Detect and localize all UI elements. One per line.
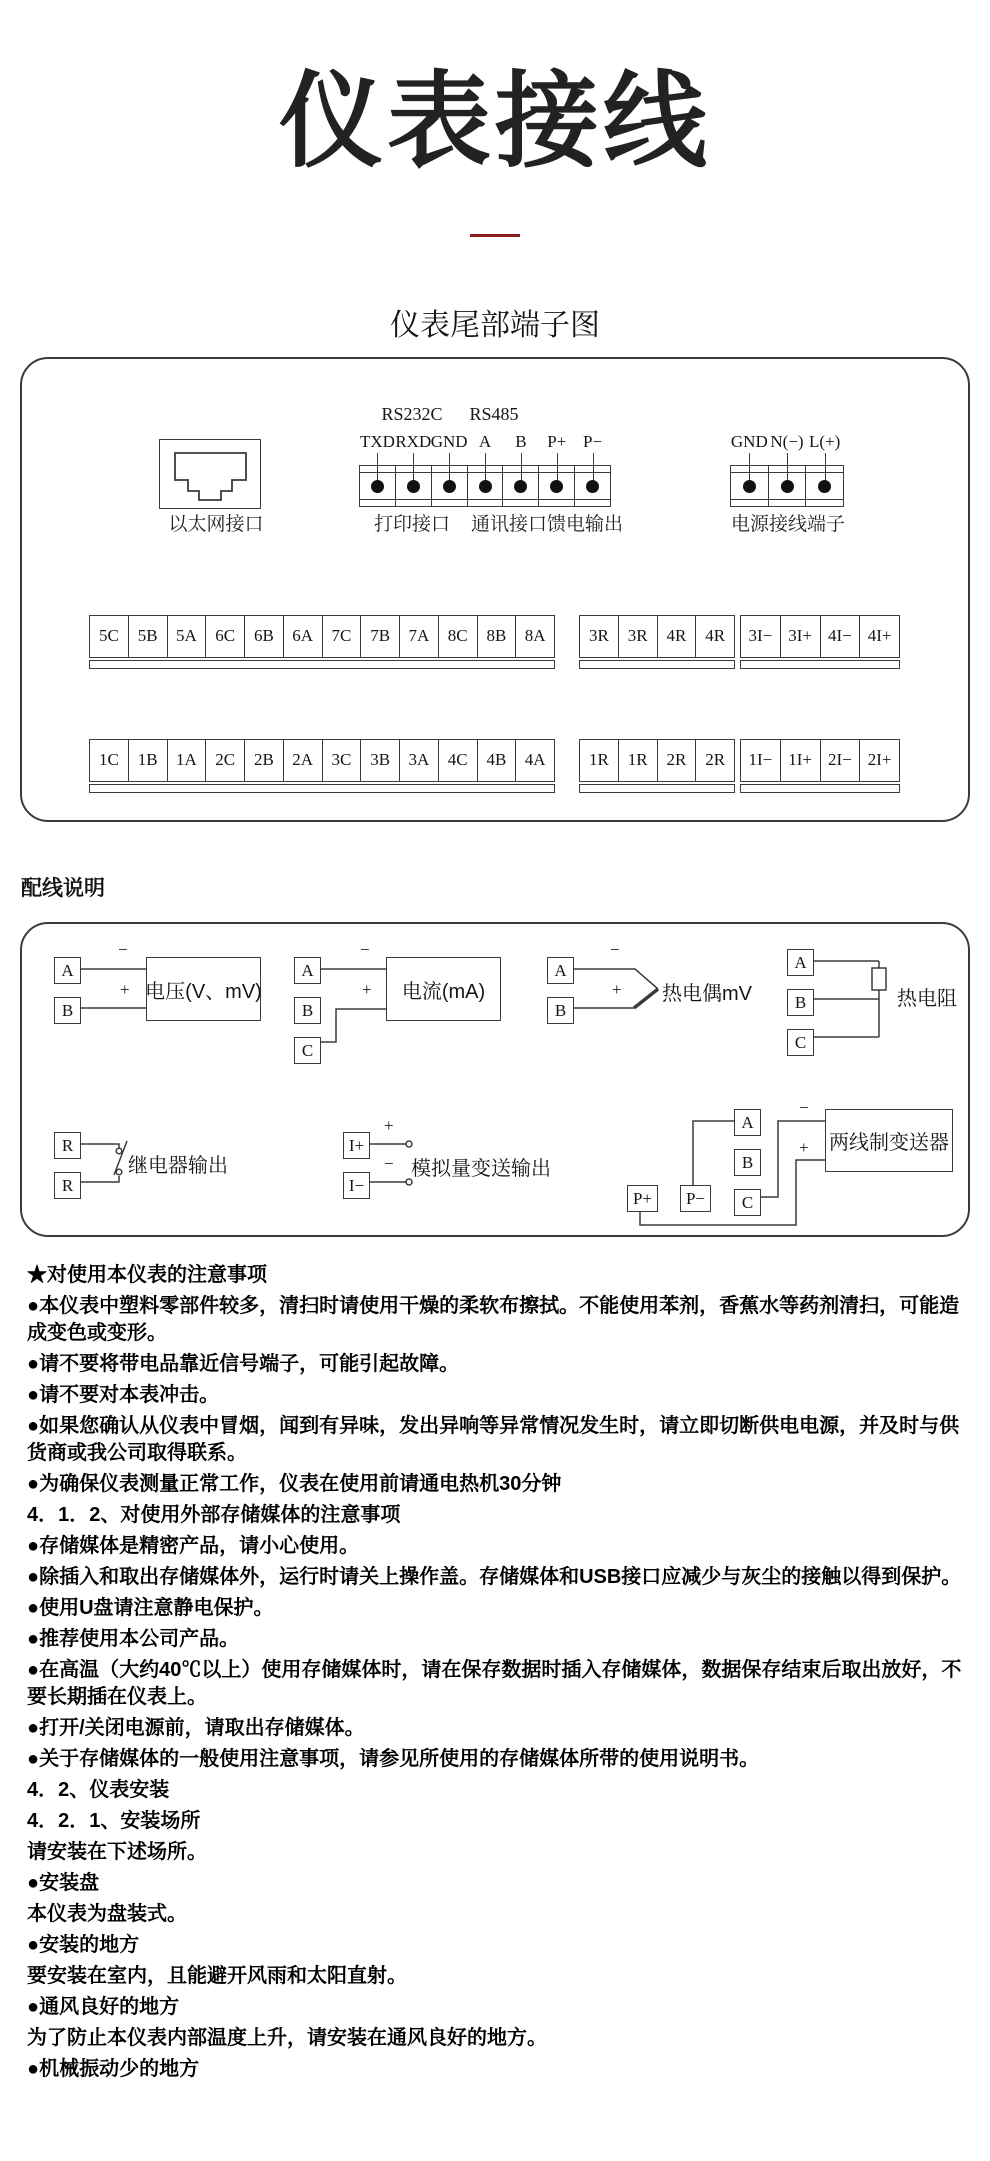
- terminal-cell: A: [787, 949, 814, 976]
- terminal-cell: 2R: [657, 740, 696, 781]
- terminal-cell: 1B: [128, 740, 167, 781]
- note-line: 4．2、仪表安装: [27, 1779, 170, 1801]
- terminal-pin: [395, 432, 432, 506]
- terminal-cell: B: [734, 1149, 761, 1176]
- terminal-cell: 2I−: [820, 740, 860, 781]
- terminal-cell: B: [787, 989, 814, 1016]
- note-line: 4．2．1、安装场所: [27, 1810, 201, 1832]
- terminal-cell: A: [547, 957, 574, 984]
- plus-sign: +: [612, 980, 622, 999]
- plus-sign: +: [362, 980, 372, 999]
- page-title: 仪表接线: [278, 64, 711, 180]
- terminal-cell: I+: [343, 1132, 370, 1159]
- note-line: ●存储媒体是精密产品，请小心使用。: [27, 1535, 360, 1557]
- rs232c-label: RS232C: [381, 404, 443, 424]
- wiring-section-title: 配线说明: [21, 877, 105, 900]
- note-line: ●机械振动少的地方: [27, 2058, 200, 2080]
- terminal-cell: 1A: [167, 740, 206, 781]
- voltage-input-box: 电压(V、mV): [146, 957, 261, 1021]
- pin-dot: [407, 480, 420, 493]
- analog-output-label: 模拟量变送输出: [411, 1158, 551, 1180]
- terminal-cell: 3A: [399, 740, 438, 781]
- terminal-pin: [430, 432, 468, 506]
- terminal-cell: 4R: [657, 616, 696, 657]
- terminal-cell: 4I+: [859, 616, 899, 657]
- terminal-cell: 8A: [515, 616, 554, 657]
- terminal-cell: 6B: [244, 616, 283, 657]
- strip-band: [579, 660, 735, 669]
- terminal-cell: 2I+: [859, 740, 899, 781]
- terminal-cell: 4A: [515, 740, 554, 781]
- terminal-cell: 7A: [399, 616, 438, 657]
- note-line: ●通风良好的地方: [27, 1996, 180, 2018]
- strip-band: [740, 660, 900, 669]
- note-line: ●打开/关闭电源前，请取出存储媒体。: [27, 1717, 365, 1739]
- terminal-cell: 3I−: [748, 626, 773, 645]
- relay-terminals: [54, 1132, 81, 1199]
- terminal-diagram-title: 仪表尾部端子图: [390, 309, 600, 342]
- transmitter-box: 两线制变送器: [825, 1109, 953, 1172]
- note-line: 本仪表为盘装式。: [27, 1903, 187, 1925]
- pin-dot: [743, 480, 756, 493]
- terminal-pin: [538, 432, 574, 506]
- p-plus-terminal: P+: [627, 1185, 658, 1212]
- pin-dot: [586, 480, 599, 493]
- power-caption: 电源接线端子: [730, 514, 845, 535]
- terminal-cell: B: [294, 997, 321, 1024]
- terminal-cell: 1C: [98, 750, 119, 769]
- terminal-cell: 6C: [205, 616, 244, 657]
- terminal-cell: B: [54, 997, 81, 1024]
- note-line: 请安装在下述场所。: [27, 1841, 207, 1863]
- terminal-cell: 3B: [360, 740, 399, 781]
- terminal-cell: 8B: [477, 616, 516, 657]
- ethernet-port-icon: [159, 439, 261, 509]
- terminal-cell: A: [54, 957, 81, 984]
- pin-label: A: [478, 432, 492, 451]
- terminal-cell: 4R: [695, 616, 734, 657]
- terminal-cell: 5B: [128, 616, 167, 657]
- terminal-pin: [359, 432, 395, 506]
- wiring-diagram-box: [20, 922, 970, 1237]
- pin-label: P−: [583, 432, 603, 451]
- minus-sign: −: [360, 940, 370, 959]
- terminal-cell: I−: [343, 1172, 370, 1199]
- current-input-box: 电流(mA): [386, 957, 501, 1021]
- pin-label: TXD: [359, 432, 395, 451]
- terminal-cell: C: [294, 1037, 321, 1064]
- terminal-cell: A: [294, 957, 321, 984]
- plus-sign: +: [799, 1138, 809, 1157]
- note-line: ●请不要将带电品靠近信号端子，可能引起故障。: [27, 1353, 460, 1375]
- terminal-pin: [467, 432, 503, 506]
- terminal-cell: 4I−: [820, 616, 860, 657]
- rtd-label: 热电阻: [897, 988, 957, 1010]
- feed-output-caption: 馈电输出: [546, 514, 623, 535]
- pin-label: GND: [430, 432, 468, 451]
- transmitter-terminals: [734, 1109, 761, 1216]
- pin-label: RXD: [395, 432, 432, 451]
- terminal-cell: 2C: [205, 740, 244, 781]
- terminal-pin: [805, 432, 843, 506]
- terminal-pin: [574, 432, 610, 506]
- pin-dot: [781, 480, 794, 493]
- terminal-strip: [89, 615, 555, 658]
- pin-label: L(+): [809, 432, 841, 451]
- pin-dot: [514, 480, 527, 493]
- terminal-cell: 8C: [438, 616, 477, 657]
- terminal-pin: [502, 432, 538, 506]
- pin-label: GND: [730, 432, 768, 451]
- terminal-cell: A: [734, 1109, 761, 1136]
- terminal-cell: 6A: [283, 616, 322, 657]
- note-line: ●在高温（大约40℃以上）使用存储媒体时，请在保存数据时插入存储媒体，数据保存结束后取出放好，不要长期插在仪表上。: [27, 1659, 962, 1708]
- terminal-cell: R: [54, 1172, 81, 1199]
- terminal-cell: 3R: [588, 626, 609, 645]
- current-terminals: [294, 957, 321, 1064]
- note-line: ●本仪表中塑料零部件较多，清扫时请使用干燥的柔软布擦拭。不能使用苯剂，香蕉水等药剂清扫，可能造成变色或变形。: [27, 1295, 960, 1344]
- pin-label: P+: [547, 432, 567, 451]
- terminal-pin: [768, 432, 806, 506]
- comm-terminal-block: [359, 432, 611, 507]
- note-line: ●推荐使用本公司产品。: [27, 1628, 240, 1650]
- strip-band: [89, 784, 555, 793]
- terminal-cell: 5A: [167, 616, 206, 657]
- thermocouple-terminals: [547, 957, 574, 1024]
- terminal-cell: C: [787, 1029, 814, 1056]
- rtd-terminals: [787, 949, 814, 1056]
- terminal-cell: 7B: [360, 616, 399, 657]
- terminal-cell: 5C: [98, 626, 119, 645]
- note-line: ●使用U盘请注意静电保护。: [27, 1597, 274, 1619]
- minus-sign: −: [610, 940, 620, 959]
- analog-terminals: [343, 1132, 370, 1199]
- strip-band: [740, 784, 900, 793]
- note-line: ●为确保仪表测量正常工作，仪表在使用前请通电热机30分钟: [27, 1473, 562, 1495]
- terminal-cell: 2B: [244, 740, 283, 781]
- pin-label: N(−): [770, 432, 804, 451]
- p-minus-terminal: P−: [680, 1185, 711, 1212]
- terminal-cell: 1I−: [748, 750, 773, 769]
- note-line: ★对使用本仪表的注意事项: [27, 1264, 267, 1286]
- pin-dot: [550, 480, 563, 493]
- ethernet-label: 以太网接口: [168, 514, 264, 535]
- note-line: ●请不要对本表冲击。: [27, 1384, 220, 1406]
- terminal-cell: 2A: [283, 740, 322, 781]
- note-line: 要安装在室内，且能避开风雨和太阳直射。: [27, 1965, 407, 1987]
- terminal-cell: 7C: [322, 616, 361, 657]
- plus-sign: +: [384, 1116, 394, 1135]
- pin-dot: [479, 480, 492, 493]
- note-line: ●关于存储媒体的一般使用注意事项，请参见所使用的存储媒体所带的使用说明书。: [27, 1748, 760, 1770]
- terminal-cell: 3R: [618, 616, 657, 657]
- strip-band: [579, 784, 735, 793]
- terminal-cell: B: [547, 997, 574, 1024]
- relay-output-label: 继电器输出: [128, 1155, 228, 1177]
- terminal-strip: [740, 615, 900, 658]
- terminal-diagram-box: [20, 357, 970, 822]
- terminal-cell: 3I+: [780, 616, 820, 657]
- terminal-cell: 3C: [322, 740, 361, 781]
- print-port-caption: 打印接口: [373, 514, 450, 535]
- terminal-cell: 4C: [438, 740, 477, 781]
- note-line: 为了防止本仪表内部温度上升，请安装在通风良好的地方。: [27, 2027, 547, 2049]
- note-line: ●安装盘: [27, 1872, 100, 1894]
- strip-band: [89, 660, 555, 669]
- terminal-cell: 1I+: [780, 740, 820, 781]
- note-line: ●如果您确认从仪表中冒烟，闻到有异味，发出异响等异常情况发生时，请立即切断供电电源，并及时与供货商或我公司取得联系。: [27, 1415, 960, 1464]
- plus-sign: +: [120, 980, 130, 999]
- terminal-pin: [730, 432, 768, 506]
- pin-label: B: [515, 432, 527, 451]
- minus-sign: −: [384, 1154, 394, 1173]
- rs485-label: RS485: [469, 404, 519, 424]
- red-divider: [470, 234, 520, 237]
- terminal-cell: C: [734, 1189, 761, 1216]
- notes-section: [27, 1262, 967, 2087]
- terminal-strip: [740, 739, 900, 782]
- terminal-cell: 4B: [477, 740, 516, 781]
- pin-dot: [371, 480, 384, 493]
- terminal-cell: 2R: [695, 740, 734, 781]
- pin-dot: [443, 480, 456, 493]
- terminal-strip: [89, 739, 555, 782]
- minus-sign: −: [118, 940, 128, 959]
- terminal-cell: 1R: [618, 740, 657, 781]
- note-line: ●除插入和取出存储媒体外，运行时请关上操作盖。存储媒体和USB接口应减少与灰尘的接触以得到保护。: [27, 1566, 962, 1588]
- note-line: 4．1．2、对使用外部存储媒体的注意事项: [27, 1504, 401, 1526]
- terminal-cell: 1R: [588, 750, 609, 769]
- note-line: ●安装的地方: [27, 1934, 140, 1956]
- voltage-terminals: [54, 957, 81, 1024]
- thermocouple-label: 热电偶mV: [662, 983, 752, 1005]
- comm-port-caption: 通讯接口: [470, 514, 547, 535]
- power-terminal-block: [730, 432, 844, 507]
- terminal-cell: R: [54, 1132, 81, 1159]
- terminal-strip: [579, 739, 735, 782]
- pin-dot: [818, 480, 831, 493]
- terminal-strip: [579, 615, 735, 658]
- minus-sign: −: [799, 1098, 809, 1117]
